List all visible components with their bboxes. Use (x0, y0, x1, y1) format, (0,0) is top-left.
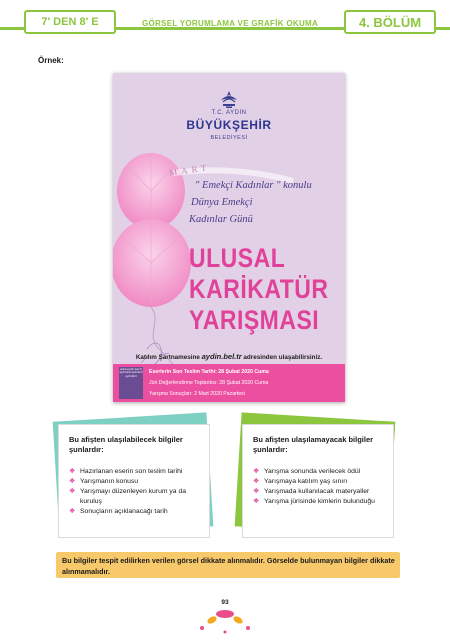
inaccessible-info-list (253, 467, 383, 507)
diamond-cross-icon: ❖ (253, 468, 260, 475)
results-date: Yarışma Sonuçları: 2 Mart 2020 Pazartesi (149, 391, 245, 397)
headline-line-2: KARİKATÜR (189, 274, 329, 304)
example-label: Örnek: (38, 56, 64, 65)
theme-line-1: " Emekçi Kadınlar " konulu (195, 180, 312, 191)
list-item: ❖ Yarışmanın konusu (69, 478, 139, 485)
municipality-logo-icon (217, 90, 241, 110)
accessible-info-title: Bu afişten ulaşılabilecek bilgiler şunlardır: (69, 435, 183, 454)
application-info (113, 352, 345, 361)
list-item: ❖ Yarışmaya katılım yaş sınırı (253, 478, 348, 485)
note-text: Bu bilgiler tespit edilirken verilen görsel dikkate alınmalıdır. Görselde bulunmayan bilgiler dikkate alınmamalıdır. (62, 556, 395, 576)
theme-line-3: Kadınlar Günü (189, 214, 253, 225)
list-item: ❖ Sonuçların açıklanacağı tarih (69, 508, 168, 515)
list-item: ❖ Yarışma jürisinde kimlerin bulunduğu (253, 498, 375, 505)
list-item: ❖ Hazırlanan eserin son teslim tarihi (69, 468, 183, 475)
social-text: www.aydin.bel.tr aydinbld aydinbld aydinbld (119, 368, 143, 378)
diamond-cross-icon: ❖ (69, 488, 76, 495)
deadline-date: Eserlerin Son Teslim Tarihi: 28 Şubat 2020 Cuma (149, 369, 269, 375)
list-item: ❖ Yarışmada kullanılacak materyaller (253, 488, 370, 495)
diamond-cross-icon: ❖ (69, 468, 76, 475)
mart-text: MART (168, 162, 211, 178)
diamond-cross-icon: ❖ (69, 478, 76, 485)
org-name: BÜYÜKŞEHİR (186, 118, 272, 132)
accessible-info-box (58, 424, 210, 538)
apply-site: aydin.bel.tr (201, 352, 242, 361)
theme-line-2: Dünya Emekçi (191, 197, 253, 208)
diamond-cross-icon: ❖ (69, 508, 76, 515)
page-header (0, 0, 450, 40)
paint-splash-decoration (190, 608, 260, 638)
headline-line-1: ULUSAL (189, 243, 286, 273)
diamond-cross-icon: ❖ (253, 498, 260, 505)
apply-suffix: adresinden ulaşabilirsiniz. (243, 354, 323, 361)
page-number: 93 (221, 599, 229, 606)
diamond-cross-icon: ❖ (253, 478, 260, 485)
org-line-1: T.C. AYDIN (211, 110, 247, 116)
accessible-info-list (69, 467, 199, 517)
chapter-badge: 4. BÖLÜM (344, 10, 436, 34)
competition-poster (113, 73, 345, 402)
list-item: ❖ Yarışma sonunda verilecek ödül (253, 468, 361, 475)
social-box (119, 367, 143, 399)
apply-prefix: Katılım Şartnamesine (135, 354, 200, 361)
grade-badge: 7' DEN 8' E (24, 10, 116, 34)
org-line-3: BELEDİYESİ (210, 135, 248, 141)
section-title: GÖRSEL YORUMLAMA VE GRAFİK OKUMA (141, 19, 319, 28)
jury-date: Jüri Değerlendirme Toplantısı: 28 Şubat 2020 Cuma (149, 380, 269, 386)
diamond-cross-icon: ❖ (253, 488, 260, 495)
headline-line-3: YARIŞMASI (189, 305, 320, 335)
inaccessible-info-box (242, 424, 394, 538)
inaccessible-info-title: Bu afişten ulaşılamayacak bilgiler şunlardır: (253, 435, 374, 454)
dates-band (113, 364, 345, 402)
list-item: ❖ Yarışmayı düzenleyen kurum ya da kuruluş (69, 488, 187, 505)
